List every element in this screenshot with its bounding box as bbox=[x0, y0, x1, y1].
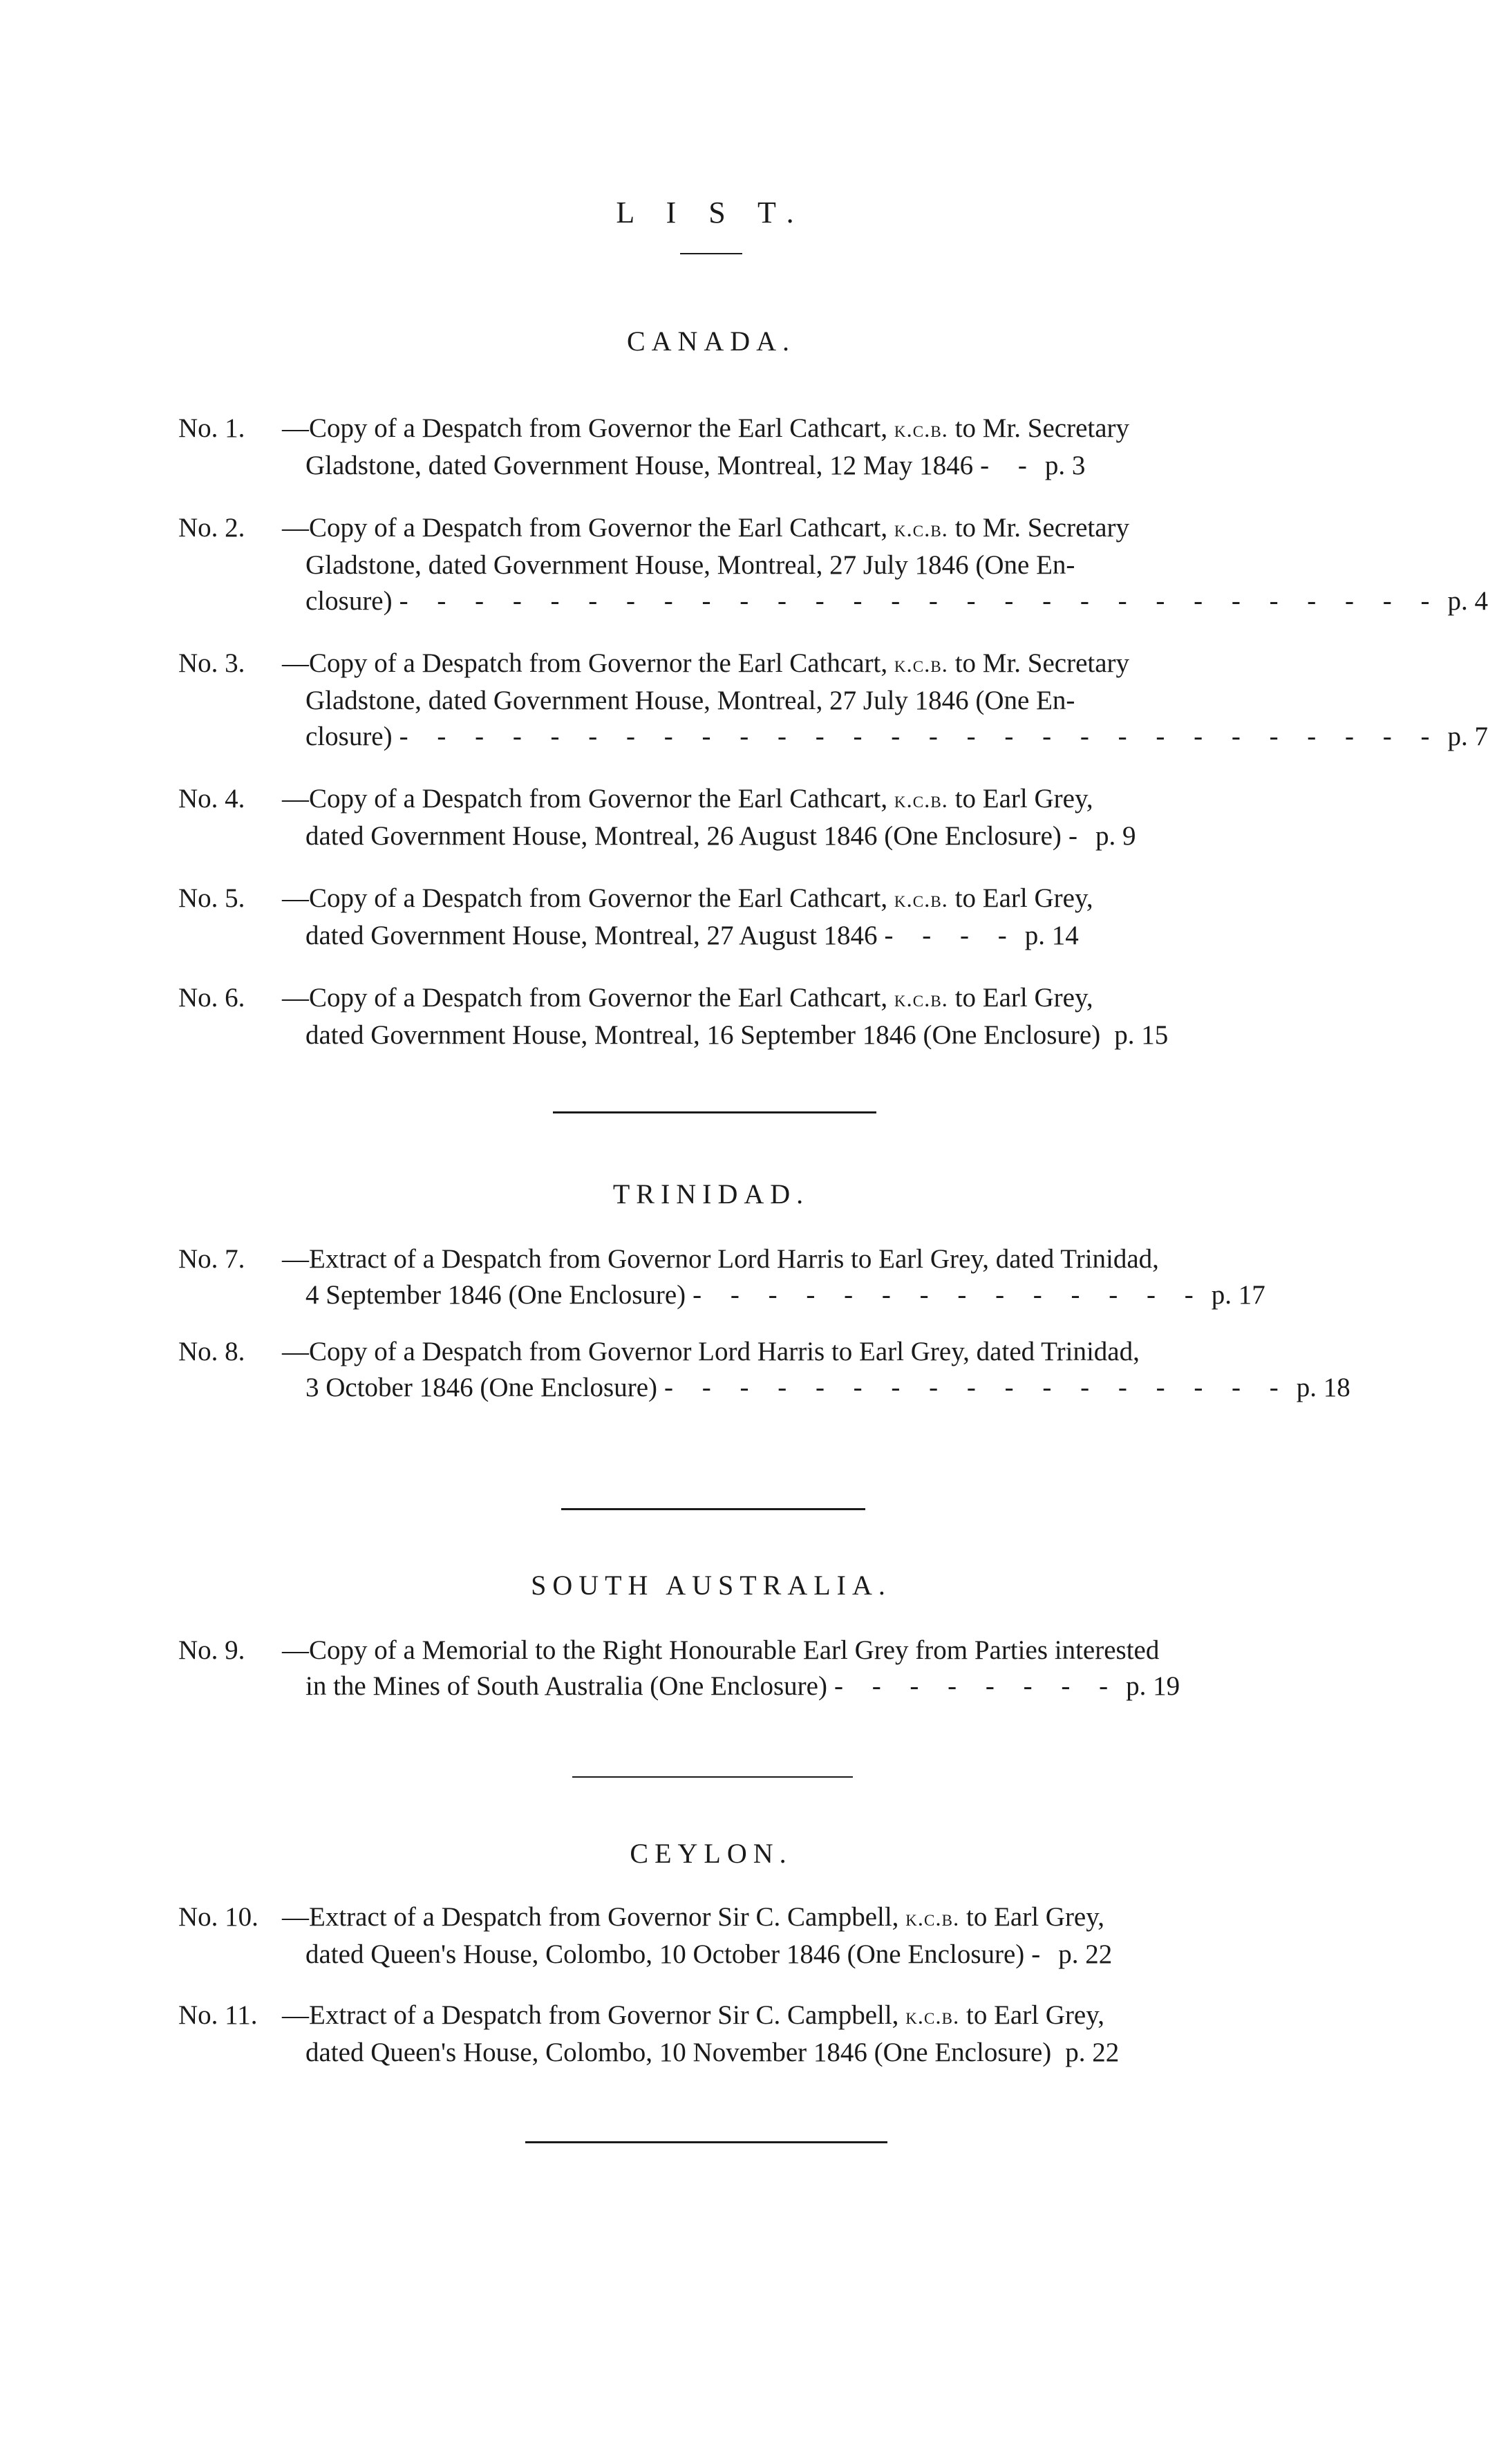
entry-line-2: Gladstone, dated Government House, Montreal, 27 July 1846 (One En- bbox=[305, 686, 1075, 715]
page-reference: p. 3 bbox=[1044, 451, 1086, 480]
entry-line-2: 3 October 1846 (One Enclosure) - - - - - - - - - - - - - - - - - p. 18 bbox=[305, 1373, 1350, 1402]
list-item bbox=[178, 411, 1284, 484]
entry-line-2: Gladstone, dated Government House, Montreal, 27 July 1846 (One En- bbox=[305, 550, 1075, 580]
entry-line-2: 4 September 1846 (One Enclosure) - - - - - - - - - - - - - - p. 17 bbox=[305, 1280, 1265, 1310]
entry-line-1: —Copy of a Despatch from Governor Lord Harris to Earl Grey, dated Trinidad, bbox=[282, 1337, 1140, 1366]
entry-line-1: —Extract of a Despatch from Governor Sir C. Campbell, k.c.b. to Earl Grey, bbox=[282, 1902, 1104, 1932]
list-item bbox=[178, 980, 1284, 1053]
section-divider bbox=[572, 1776, 853, 1778]
entry-line-2: dated Queen's House, Colombo, 10 October 1846 (One Enclosure) - p. 22 bbox=[305, 1939, 1113, 1969]
list-item bbox=[178, 1334, 1350, 1406]
entry-line-1: —Extract of a Despatch from Governor Lord Harris to Earl Grey, dated Trinidad, bbox=[282, 1244, 1159, 1274]
list-item bbox=[178, 1899, 1284, 1973]
entry-number: No. 6. bbox=[178, 983, 245, 1013]
entry-number: No. 1. bbox=[178, 413, 245, 443]
entry-line-2: dated Queen's House, Colombo, 10 November 1846 (One Enclosure) p. 22 bbox=[305, 2038, 1120, 2067]
section-divider bbox=[525, 2141, 887, 2143]
entry-number: No. 9. bbox=[178, 1635, 245, 1665]
entry-line-1: —Extract of a Despatch from Governor Sir C. Campbell, k.c.b. to Earl Grey, bbox=[282, 2000, 1104, 2030]
page-title: L I S T. bbox=[616, 196, 807, 229]
entry-line-2: dated Government House, Montreal, 27 August 1846 - - - - p. 14 bbox=[305, 921, 1079, 950]
section-heading-ceylon: CEYLON. bbox=[630, 1838, 793, 1869]
entry-line-3: closure) - - - - - - - - - - - - - - - - - - - - - - - - - - - - p. 4 bbox=[305, 586, 1488, 616]
list-item bbox=[178, 510, 1488, 619]
section-divider bbox=[561, 1508, 865, 1510]
entry-number: No. 5. bbox=[178, 883, 245, 913]
entry-number: No. 7. bbox=[178, 1244, 245, 1274]
entry-line-2: dated Government House, Montreal, 26 August 1846 (One Enclosure) - p. 9 bbox=[305, 821, 1136, 851]
page-reference: p. 7 bbox=[1447, 722, 1488, 751]
entry-number: No. 2. bbox=[178, 513, 245, 543]
entry-line-1: —Copy of a Despatch from Governor the Earl Cathcart, k.c.b. to Mr. Secretary bbox=[282, 413, 1130, 443]
list-item bbox=[178, 646, 1488, 755]
page-reference: p. 18 bbox=[1296, 1373, 1350, 1402]
entry-number: No. 10. bbox=[178, 1902, 258, 1932]
section-divider bbox=[553, 1111, 876, 1113]
entry-number: No. 11. bbox=[178, 2000, 258, 2030]
section-heading-trinidad: TRINIDAD. bbox=[612, 1178, 810, 1210]
entry-line-2: dated Government House, Montreal, 16 September 1846 (One Enclosure) p. 15 bbox=[305, 1020, 1169, 1050]
page-reference: p. 19 bbox=[1126, 1671, 1180, 1701]
page-reference: p. 9 bbox=[1095, 821, 1136, 851]
list-item bbox=[178, 1997, 1284, 2071]
section-heading-canada: CANADA. bbox=[626, 326, 796, 357]
page-reference: p. 15 bbox=[1114, 1020, 1169, 1050]
entry-line-2: Gladstone, dated Government House, Montreal, 12 May 1846 - - p. 3 bbox=[305, 451, 1086, 480]
list-item bbox=[178, 1633, 1284, 1704]
list-item bbox=[178, 781, 1284, 854]
list-item bbox=[178, 881, 1284, 954]
page-reference: p. 22 bbox=[1065, 2038, 1120, 2067]
entry-line-1: —Copy of a Memorial to the Right Honourable Earl Grey from Parties interested bbox=[282, 1635, 1160, 1665]
entry-line-1: —Copy of a Despatch from Governor the Earl Cathcart, k.c.b. to Mr. Secretary bbox=[282, 513, 1130, 543]
entry-line-1: —Copy of a Despatch from Governor the Earl Cathcart, k.c.b. to Earl Grey, bbox=[282, 784, 1093, 814]
list-item bbox=[178, 1241, 1284, 1313]
title-rule bbox=[680, 253, 742, 254]
page-reference: p. 14 bbox=[1024, 921, 1079, 950]
page-reference: p. 22 bbox=[1058, 1939, 1113, 1969]
entry-line-2: in the Mines of South Australia (One Enclosure) - - - - - - - - p. 19 bbox=[305, 1671, 1180, 1701]
page-reference: p. 4 bbox=[1447, 586, 1488, 616]
entry-number: No. 3. bbox=[178, 648, 245, 678]
section-heading-south-australia: SOUTH AUSTRALIA. bbox=[531, 1570, 892, 1601]
entry-number: No. 4. bbox=[178, 784, 245, 814]
entry-line-3: closure) - - - - - - - - - - - - - - - - - - - - - - - - - - - - p. 7 bbox=[305, 722, 1488, 751]
page-reference: p. 17 bbox=[1211, 1280, 1265, 1310]
entry-line-1: —Copy of a Despatch from Governor the Earl Cathcart, k.c.b. to Earl Grey, bbox=[282, 883, 1093, 913]
entry-line-1: —Copy of a Despatch from Governor the Earl Cathcart, k.c.b. to Mr. Secretary bbox=[282, 648, 1130, 678]
entry-number: No. 8. bbox=[178, 1337, 245, 1366]
entry-line-1: —Copy of a Despatch from Governor the Earl Cathcart, k.c.b. to Earl Grey, bbox=[282, 983, 1093, 1013]
